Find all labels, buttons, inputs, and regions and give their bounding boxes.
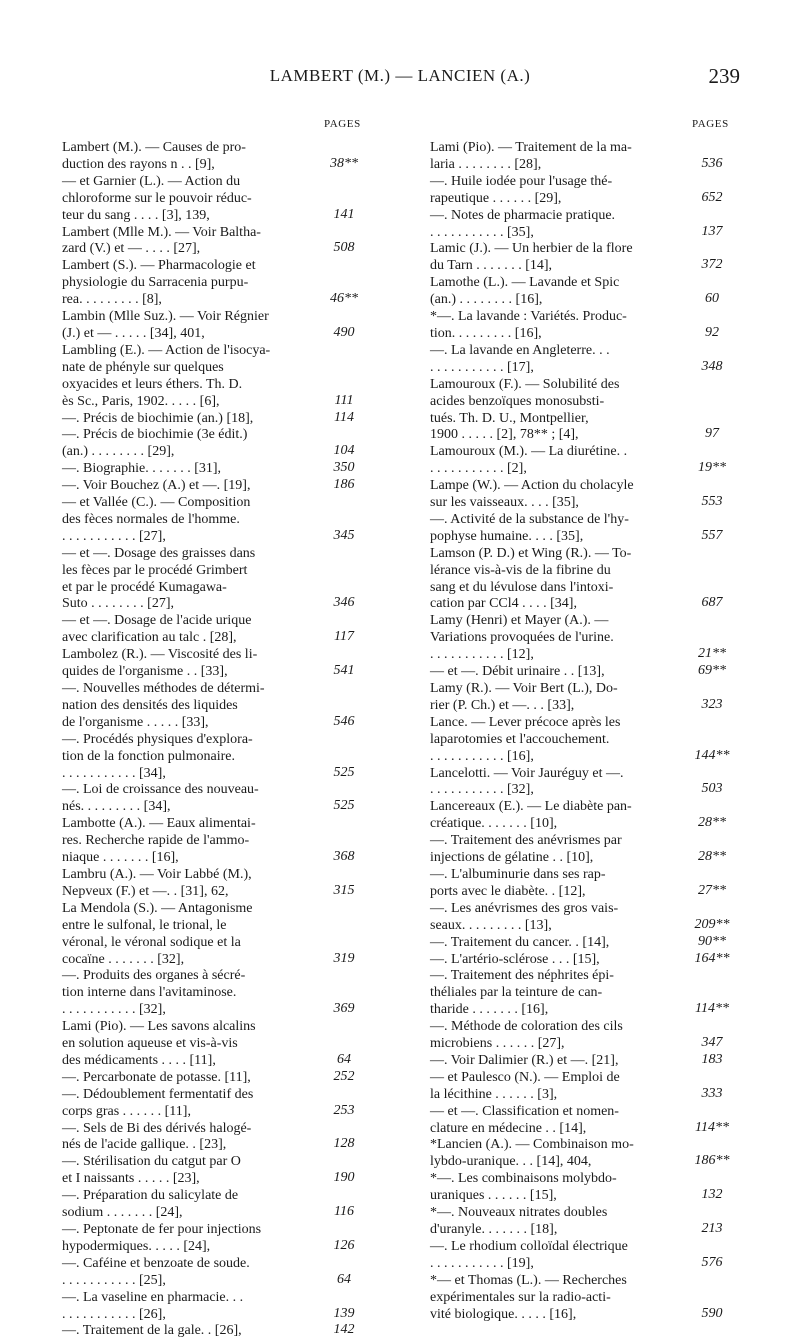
index-entry-text: Lambert (Mlle M.). — Voir Baltha- zard (V.) et — . . . . [27],: [62, 224, 261, 257]
index-entry-page: 348: [701, 358, 723, 374]
index-entry-page: 183: [701, 1051, 723, 1067]
index-entry: [430, 715, 738, 766]
index-entry: [62, 901, 370, 969]
index-entry: [430, 512, 738, 546]
index-entry: [62, 546, 370, 614]
index-entry: [430, 901, 738, 935]
index-entry: [430, 799, 738, 833]
index-entry: [430, 377, 738, 445]
index-entry-text: Lancereaux (E.). — Le diabète pan- créatique. . . . . . . [10],: [430, 799, 632, 832]
index-entry: [62, 427, 370, 461]
index-entry-text: *—. Les combinaisons molybdo- uraniques . . . . . . [15],: [430, 1171, 617, 1204]
index-entry-text: —. L'albuminurie dans ses rap- ports avec le diabète. . [12],: [430, 866, 606, 899]
index-entry: [430, 1137, 738, 1171]
index-entry-page: 490: [333, 324, 355, 340]
index-entry: [430, 867, 738, 901]
index-entry-page: 28**: [698, 849, 726, 865]
index-entry-text: — et Garnier (L.). — Action du chloroforme sur le pouvoir réduc- teur du sang . . . . [3], 139,: [62, 173, 252, 223]
index-entry: [62, 647, 370, 681]
index-entry-page: 117: [334, 629, 354, 645]
index-entry-text: Lami (Pio). — Traitement de la ma- laria . . . . . . . . [28],: [430, 140, 632, 172]
index-entry: [430, 1273, 738, 1324]
index-entry: [430, 833, 738, 867]
index-entry: [62, 1154, 370, 1188]
index-entry-page: 333: [701, 1085, 723, 1101]
index-entry: [430, 1053, 738, 1070]
index-entry-page: 144**: [694, 747, 730, 763]
index-entry: [430, 766, 738, 800]
index-entry-page: 137: [701, 223, 723, 239]
index-entry: [62, 816, 370, 867]
index-entry: [62, 732, 370, 783]
index-entry-text: —. Sels de Bi des dérivés halogé- nés de l'acide gallique. . [23],: [62, 1120, 252, 1153]
index-entry-page: 114**: [695, 1001, 729, 1017]
index-entry-page: 369: [333, 1001, 355, 1017]
index-entry-page: 46**: [330, 291, 358, 307]
index-entry-text: —. Méthode de coloration des cils microbiens . . . . . . [27],: [430, 1019, 623, 1052]
index-entry-text: —. Caféine et benzoate de soude. . . . . . . . . . . . [25],: [62, 1255, 250, 1288]
index-entry: [62, 495, 370, 546]
index-entry-page: 190: [333, 1170, 355, 1186]
index-entry-page: 553: [701, 494, 723, 510]
index-entry: [62, 681, 370, 732]
index-entry: [62, 1222, 370, 1256]
index-entry: [430, 208, 738, 242]
index-entry: [430, 241, 738, 275]
index-entry: [62, 1019, 370, 1070]
index-entry-text: —. L'artério-sclérose . . . [15],: [430, 951, 600, 967]
index-entry-text: —. Les anévrismes des gros vais- seaux. . . . . . . . . [13],: [430, 900, 619, 933]
index-entry: [62, 1188, 370, 1222]
index-entry: [62, 1070, 370, 1087]
index-entry-page: 114**: [695, 1119, 729, 1135]
index-entry-page: 350: [333, 460, 355, 476]
index-entry: [62, 1256, 370, 1290]
running-header: [0, 66, 800, 96]
index-entry-page: 19**: [698, 460, 726, 476]
index-entry-page: 525: [333, 798, 355, 814]
index-entry-page: 27**: [698, 882, 726, 898]
index-entry-text: *—. La lavande : Variétés. Produc- tion. . . . . . . . . [16],: [430, 309, 627, 341]
index-entry-text: Lamson (P. D.) et Wing (R.). — To- lérance vis-à-vis de la fibrine du sang et du lévulose dans l'intoxi- cation par CCl4 . . . . [34],: [430, 545, 632, 612]
index-entry-text: —. Procédés physiques d'explora- tion de la fonction pulmonaire. . . . . . . . . . . . [34],: [62, 731, 253, 781]
index-entry-page: 546: [333, 713, 355, 729]
index-entry: [62, 174, 370, 225]
index-entry-text: —. Précis de biochimie (3e édit.) (an.) . . . . . . . . [29],: [62, 427, 248, 460]
index-entry-page: 345: [333, 527, 355, 543]
index-entry: [62, 613, 370, 647]
index-entry: [430, 681, 738, 715]
index-entry-page: 536: [701, 155, 723, 171]
index-entry: [430, 1205, 738, 1239]
index-entry: [62, 1323, 370, 1340]
index-entry-page: 141: [333, 206, 355, 222]
index-entry-page: 347: [701, 1035, 723, 1051]
index-entry-text: —. Nouvelles méthodes de détermi- nation des densités des liquides de l'organisme . . . . . [33],: [62, 681, 265, 730]
index-entry-text: —. Stérilisation du catgut par O et I naissants . . . . . [23],: [62, 1154, 241, 1187]
index-entry-text: Lampe (W.). — Action du cholacyle sur les vaisseaux. . . . [35],: [430, 478, 634, 511]
index-entry-page: 97: [705, 426, 719, 442]
index-entry: [62, 343, 370, 411]
index-entry-text: —. Percarbonate de potasse. [11],: [62, 1069, 251, 1085]
index-entry-page: 186: [333, 477, 355, 493]
index-entry-text: —. Activité de la substance de l'hy- pophyse humaine. . . . [35],: [430, 511, 629, 544]
index-entry-page: 38**: [330, 155, 358, 171]
index-entry-text: —. Loi de croissance des nouveau- nés. . . . . . . . . [34],: [62, 782, 259, 815]
index-entry-text: Lamy (Henri) et Mayer (A.). — Variations provoquées de l'urine. . . . . . . . . . . . [12],: [430, 613, 614, 663]
index-entry-page: 139: [333, 1305, 355, 1321]
index-entry-page: 186**: [694, 1153, 730, 1169]
index-entry-text: Lambin (Mlle Suz.). — Voir Régnier (J.) et — . . . . . [34], 401,: [62, 309, 269, 341]
index-entry-text: —. Traitement des néphrites épi- théliales par la teinture de can- tharide . . . . . . . [16],: [430, 968, 614, 1018]
index-entry-page: 503: [701, 781, 723, 797]
pages-column-label: PAGES: [692, 118, 729, 130]
index-entry-text: Lambotte (A.). — Eaux alimentai- res. Recherche rapide de l'ammo- niaque . . . . . . . [16],: [62, 816, 256, 866]
index-entry-text: *— et Thomas (L.). — Recherches expérimentales sur la radio-acti- vité biologique. . . . . [16],: [430, 1272, 627, 1322]
index-entry-page: 315: [333, 882, 355, 898]
index-entry-page: 126: [333, 1237, 355, 1253]
index-entry-page: 687: [701, 595, 723, 611]
index-entry: [62, 782, 370, 816]
index-entry-page: 142: [333, 1322, 355, 1338]
index-entry-page: 253: [333, 1102, 355, 1118]
index-entry-page: 525: [333, 764, 355, 780]
index-entry-page: 116: [334, 1204, 354, 1220]
index-entry: [430, 613, 738, 664]
index-entry-page: 368: [333, 849, 355, 865]
index-entry-page: 92: [705, 324, 719, 340]
index-entry-page: 252: [333, 1068, 355, 1084]
index-entry-page: 541: [333, 663, 355, 679]
index-entry: [62, 140, 370, 174]
index-entry-text: —. Notes de pharmacie pratique. . . . . . . . . . . . [35],: [430, 207, 616, 240]
index-entry-text: —. Préparation du salicylate de sodium . . . . . . . [24],: [62, 1188, 239, 1221]
index-entry-page: 213: [701, 1221, 723, 1236]
index-entry-page: 652: [701, 189, 723, 205]
index-entry: [430, 174, 738, 208]
index-entry-text: *—. Nouveaux nitrates doubles d'uranyle. . . . . . . [18],: [430, 1205, 608, 1237]
index-entry-text: Lami (Pio). — Les savons alcalins en solution aqueuse et vis-à-vis des médicaments . . . . [11],: [62, 1019, 256, 1068]
index-entry-page: 508: [333, 240, 355, 256]
index-entry: [430, 1239, 738, 1273]
index-entry-page: 64: [337, 1051, 351, 1067]
index-entry-text: Lamic (J.). — Un herbier de la flore du Tarn . . . . . . . [14],: [430, 241, 633, 274]
index-entry: [62, 867, 370, 901]
running-title: LAMBERT (M.) — LANCIEN (A.): [269, 66, 531, 85]
index-entry-page: 576: [701, 1254, 723, 1270]
index-entry-page: 372: [701, 257, 723, 273]
index-entry-page: 69**: [698, 663, 726, 679]
index-entry-text: Lamouroux (F.). — Solubilité des acides benzoïques monosubsti- tués. Th. D. U., Montpellier, 1900 . . . . . [2], 78** ; [4],: [430, 376, 620, 443]
index-entry: [430, 968, 738, 1019]
index-entry-page: 323: [701, 696, 723, 712]
index-entry-text: La Mendola (S.). — Antagonisme entre le sulfonal, le trional, le véronal, le véronal sodique et la cocaïne . . . . . . . [32],: [62, 900, 253, 967]
index-entry: [430, 664, 738, 681]
index-entry-text: Lamy (R.). — Voir Bert (L.), Do- rier (P. Ch.) et —. . . [33],: [430, 681, 618, 713]
index-entry-text: —. Le rhodium colloïdal électrique . . . . . . . . . . . [19],: [430, 1238, 628, 1271]
index-entry-page: 132: [701, 1187, 723, 1203]
index-entry-list: [430, 140, 738, 1323]
index-entry: [62, 1121, 370, 1155]
index-entry-text: —. Biographie. . . . . . . [31],: [62, 461, 222, 477]
index-entry-page: 90**: [698, 933, 726, 949]
index-entry: [62, 1290, 370, 1324]
index-entry: [62, 309, 370, 343]
index-entry-text: Lance. — Lever précoce après les laparotomies et l'accouchement. . . . . . . . . . . . [16],: [430, 714, 621, 764]
index-entry-text: —. Voir Bouchez (A.) et —. [19],: [62, 478, 251, 494]
index-entry: [430, 478, 738, 512]
page-number: 239: [708, 64, 740, 88]
index-entry-page: 590: [701, 1305, 723, 1321]
index-entry-text: —. Produits des organes à sécré- tion interne dans l'avitaminose. . . . . . . . . . . . [32],: [62, 968, 246, 1018]
index-entry-text: —. La lavande en Angleterre. . . . . . . . . . . . . . [17],: [430, 342, 610, 375]
index-entry: [430, 546, 738, 614]
index-entry-page: 346: [333, 595, 355, 611]
index-entry-page: 557: [701, 527, 723, 543]
index-entry: [430, 1019, 738, 1053]
index-entry: [430, 275, 738, 309]
index-entry-page: 104: [333, 443, 355, 459]
index-entry-text: — et Vallée (C.). — Composition des fèces normales de l'homme. . . . . . . . . . . . [27],: [62, 495, 251, 544]
index-entry-page: 164**: [694, 950, 730, 966]
index-entry: [430, 1171, 738, 1205]
index-entry-text: Lancelotti. — Voir Jauréguy et —. . . . . . . . . . . . [32],: [430, 765, 624, 798]
index-entry-text: —. Voir Dalimier (R.) et —. [21],: [430, 1052, 619, 1068]
index-entry-text: — et —. Classification et nomen- clature en médecine . . [14],: [430, 1103, 619, 1136]
index-entry-text: Lamouroux (M.). — La diurétine. . . . . . . . . . . . . [2],: [430, 444, 628, 477]
index-entry-text: —. Précis de biochimie (an.) [18],: [62, 410, 254, 426]
index-entry: [62, 968, 370, 1019]
index-entry: [430, 343, 738, 377]
index-entry-text: —. Peptonate de fer pour injections hypodermiques. . . . . [24],: [62, 1222, 262, 1254]
index-entry: [62, 258, 370, 309]
index-entry-page: 319: [333, 950, 355, 966]
index-entry-page: 128: [333, 1136, 355, 1152]
index-entry-text: Lambru (A.). — Voir Labbé (M.), Nepveux (F.) et —. . [31], 62,: [62, 866, 252, 899]
index-entry-text: *Lancien (A.). — Combinaison mo- lybdo-uranique. . . [14], 404,: [430, 1137, 634, 1170]
index-entry: [430, 935, 738, 952]
index-entry-text: —. Traitement du cancer. . [14],: [430, 934, 610, 950]
index-entry-page: 64: [337, 1271, 351, 1287]
index-entry-text: — et —. Débit urinaire . . [13],: [430, 664, 605, 680]
index-entry: [430, 1070, 738, 1104]
index-entry: [430, 1104, 738, 1138]
index-entry: [430, 309, 738, 343]
index-entry: [62, 1087, 370, 1121]
index-entry: [62, 225, 370, 259]
index-entry: [430, 444, 738, 478]
index-entry-text: Lambert (M.). — Causes de pro- duction des rayons n . . [9],: [62, 140, 246, 172]
index-entry-text: —. Dédoublement fermentatif des corps gras . . . . . . [11],: [62, 1086, 254, 1119]
index-entry-text: Lambolez (R.). — Viscosité des li- quides de l'organisme . . [33],: [62, 647, 258, 680]
index-entry-page: 209**: [694, 916, 730, 932]
index-entry-page: 28**: [698, 815, 726, 831]
pages-column-label: PAGES: [324, 118, 361, 130]
index-entry-text: —. La vaseline en pharmacie. . . . . . . . . . . . . . [26],: [62, 1289, 244, 1322]
index-entry-text: — et —. Dosage de l'acide urique avec clarification au talc . [28],: [62, 613, 252, 646]
index-entry: [430, 952, 738, 969]
index-entry-text: — et —. Dosage des graisses dans les fèces par le procédé Grimbert et par le procédé Kumagawa- Suto . . . . . . . . [27],: [62, 545, 256, 612]
index-entry: [62, 478, 370, 495]
index-entry: [62, 411, 370, 428]
index-entry-text: Lambert (S.). — Pharmacologie et physiologie du Sarracenia purpu- rea. . . . . . . . . [8],: [62, 258, 256, 308]
index-entry: [62, 461, 370, 478]
index-entry-text: Lambling (E.). — Action de l'isocya- nate de phényle sur quelques oxyacides et leurs éthers. Th. D. ès Sc., Paris, 1902. . . . . [6],: [62, 342, 271, 409]
index-entry-page: 114: [334, 409, 354, 425]
index-entry-list: [62, 140, 370, 1340]
index-entry-text: —. Traitement de la gale. . [26],: [62, 1323, 242, 1339]
index-entry-text: Lamothe (L.). — Lavande et Spic (an.) . . . . . . . . [16],: [430, 275, 620, 308]
index-entry-page: 111: [334, 392, 354, 408]
index-entry: [430, 140, 738, 174]
index-entry-page: 60: [705, 291, 719, 307]
index-entry-page: 21**: [698, 646, 726, 662]
index-entry-text: —. Traitement des anévrismes par injections de gélatine . . [10],: [430, 833, 622, 866]
index-entry-text: —. Huile iodée pour l'usage thé- rapeutique . . . . . . [29],: [430, 173, 613, 206]
index-entry-text: — et Paulesco (N.). — Emploi de la lécithine . . . . . . [3],: [430, 1069, 620, 1102]
